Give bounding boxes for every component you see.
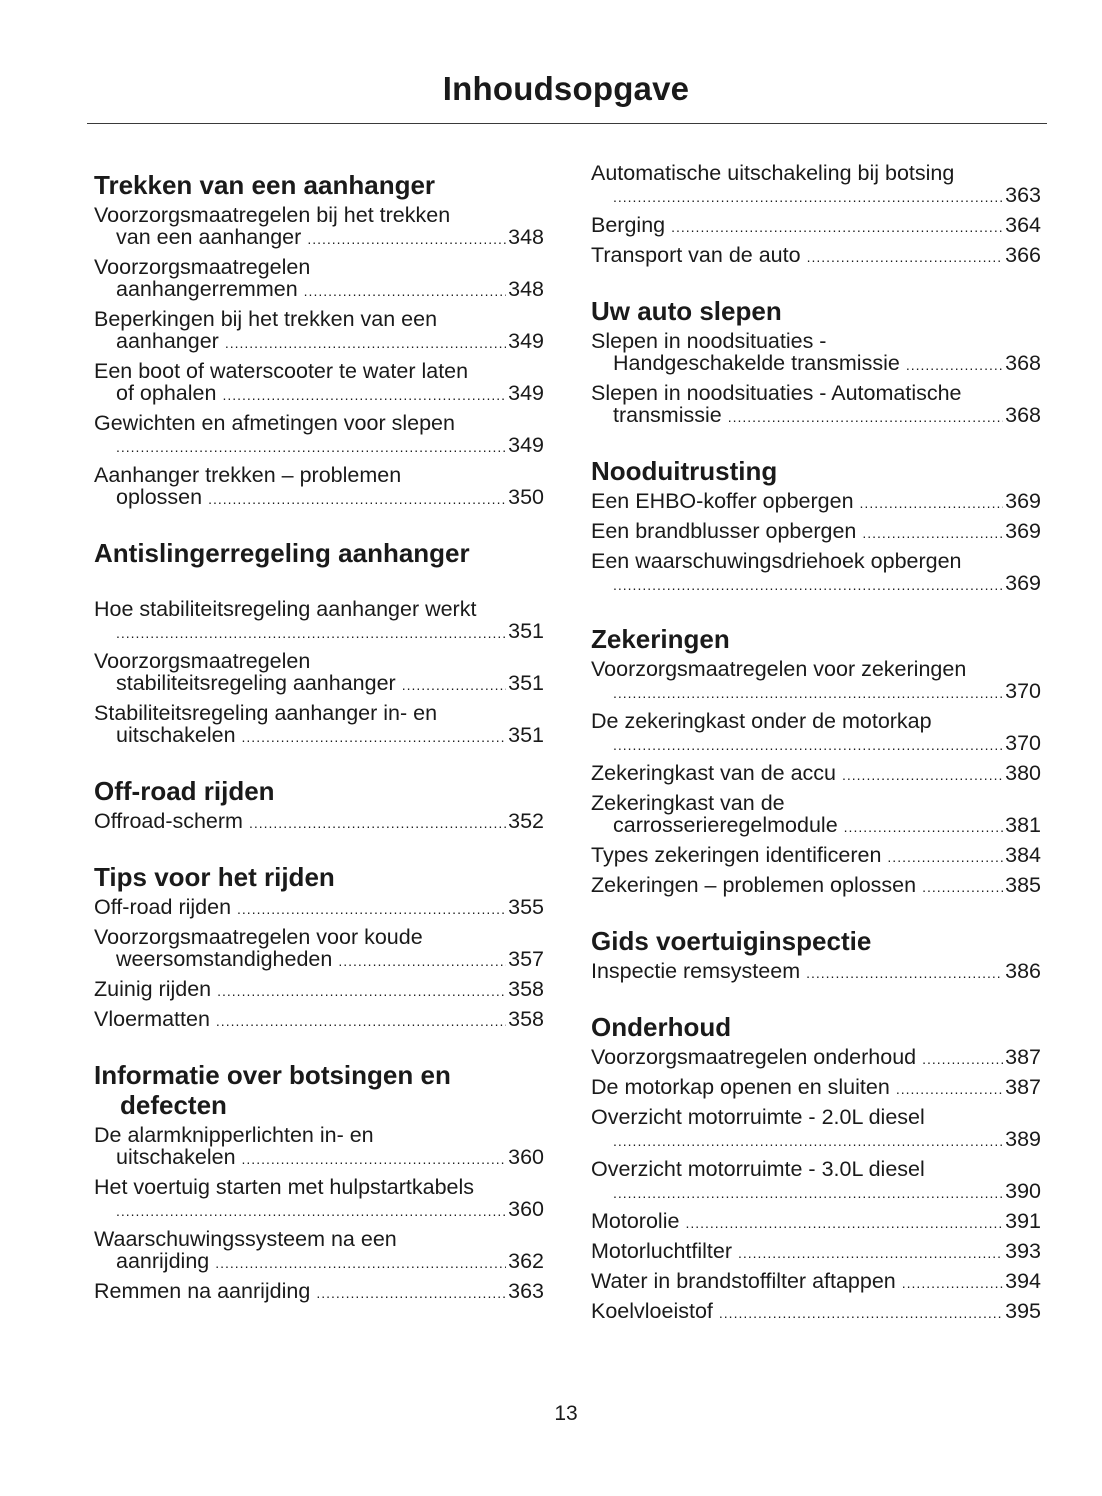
toc-entry-line <box>94 620 544 642</box>
toc-entry-line <box>591 1240 1041 1262</box>
toc-entry[interactable] <box>591 960 1041 982</box>
section-heading-text: Nooduitrusting <box>591 456 778 486</box>
toc-section <box>591 284 1041 426</box>
toc-page-number: 349 <box>508 381 544 405</box>
leader-dots <box>242 1150 507 1168</box>
toc-entry-title: Zekeringen – problemen oplossen <box>591 873 917 897</box>
toc-entry[interactable] <box>591 1240 1041 1262</box>
section-heading <box>591 284 1041 326</box>
toc-entry-title: Motorluchtfilter <box>591 1239 732 1263</box>
toc-entry-title: Zuinig rijden <box>94 977 212 1001</box>
leader-dots <box>613 1132 1003 1150</box>
toc-entry-title-continued: uitschakelen <box>116 1145 236 1169</box>
toc-entry-title: Aanhanger trekken – problemen <box>94 463 402 487</box>
toc-entry-title: Zekeringkast van de <box>591 791 785 815</box>
toc-entry-line <box>94 1250 544 1272</box>
toc-section <box>591 612 1041 896</box>
toc-entry[interactable] <box>94 464 544 508</box>
toc-entry-line <box>591 352 1041 374</box>
toc-entry-title: Een EHBO-koffer opbergen <box>591 489 854 513</box>
toc-entry-title-continued: oplossen <box>116 485 203 509</box>
toc-entry[interactable] <box>94 308 544 352</box>
toc-page-number: 369 <box>1005 519 1041 543</box>
toc-entry-title: Remmen na aanrijding <box>94 1279 311 1303</box>
toc-section <box>591 444 1041 594</box>
toc-entry[interactable] <box>94 1124 544 1168</box>
toc-page-number: 384 <box>1005 843 1041 867</box>
toc-continued-entries <box>591 162 1041 266</box>
toc-page-number: 363 <box>508 1279 544 1303</box>
toc-entry[interactable] <box>94 360 544 404</box>
toc-entry-line <box>591 814 1041 836</box>
toc-page-number: 352 <box>508 809 544 833</box>
toc-entry[interactable] <box>591 162 1041 206</box>
leader-dots <box>902 1274 1003 1292</box>
leader-dots <box>906 356 1003 374</box>
toc-entry[interactable] <box>94 926 544 970</box>
toc-entry-line <box>591 1076 1041 1098</box>
toc-entry-title-continued: aanhanger <box>116 329 219 353</box>
toc-entry-line <box>591 844 1041 866</box>
leader-dots <box>685 1214 1003 1232</box>
toc-entry-line <box>94 330 544 352</box>
leader-dots <box>304 282 506 300</box>
leader-dots <box>613 736 1003 754</box>
leader-dots <box>116 438 506 456</box>
toc-entry-title: Voorzorgsmaatregelen voor koude <box>94 925 423 949</box>
toc-entry[interactable] <box>94 1008 544 1030</box>
toc-entry[interactable] <box>591 244 1041 266</box>
toc-page-number: 351 <box>508 619 544 643</box>
leader-dots <box>613 1184 1003 1202</box>
leader-dots <box>728 408 1003 426</box>
toc-entry-line <box>591 490 1041 512</box>
toc-entry[interactable] <box>591 874 1041 896</box>
leader-dots <box>862 524 1003 542</box>
toc-page-number: 355 <box>508 895 544 919</box>
toc-entry[interactable] <box>591 490 1041 512</box>
leader-dots <box>225 334 506 352</box>
leader-dots <box>217 982 506 1000</box>
toc-entry-line <box>94 724 544 746</box>
toc-page-number: 368 <box>1005 403 1041 427</box>
section-heading <box>94 158 544 200</box>
toc-page-number: 360 <box>508 1145 544 1169</box>
toc-section <box>94 158 544 508</box>
toc-page-number: 348 <box>508 225 544 249</box>
toc-page-number: 364 <box>1005 213 1041 237</box>
toc-left-column <box>94 158 544 1320</box>
toc-entry-line <box>591 1180 1041 1202</box>
toc-entry-line <box>94 896 544 918</box>
toc-right-column <box>591 162 1041 1340</box>
toc-entry-title: Voorzorgsmaatregelen <box>94 649 311 673</box>
toc-page-number: 394 <box>1005 1269 1041 1293</box>
toc-entry[interactable] <box>94 1176 544 1220</box>
toc-entry[interactable] <box>94 650 544 694</box>
toc-entry[interactable] <box>591 710 1041 754</box>
section-heading-text: Informatie over botsingen en <box>94 1060 451 1090</box>
toc-entry-title: Het voertuig starten met hulpstartkabels <box>94 1175 475 1199</box>
toc-page-number: 385 <box>1005 873 1041 897</box>
toc-entry[interactable] <box>94 256 544 300</box>
toc-page-number: 369 <box>1005 571 1041 595</box>
toc-page-number: 381 <box>1005 813 1041 837</box>
toc-entry[interactable] <box>94 412 544 456</box>
toc-entry-title-continued: of ophalen <box>116 381 217 405</box>
toc-entry-title: Vloermatten <box>94 1007 210 1031</box>
leader-dots <box>842 766 1003 784</box>
leader-dots <box>844 818 1003 836</box>
section-heading <box>591 1000 1041 1042</box>
toc-page-number: 380 <box>1005 761 1041 785</box>
toc-page-number: 390 <box>1005 1179 1041 1203</box>
toc-entry-line <box>591 732 1041 754</box>
toc-entry-line <box>591 184 1041 206</box>
toc-page-number: 351 <box>508 723 544 747</box>
toc-entry-title: Motorolie <box>591 1209 680 1233</box>
toc-entry-title-continued: uitschakelen <box>116 723 236 747</box>
toc-entry[interactable] <box>591 1158 1041 1202</box>
toc-entry-title: Voorzorgsmaatregelen onderhoud <box>591 1045 917 1069</box>
toc-entry-title-continued: van een aanhanger <box>116 225 302 249</box>
section-heading-continued: defecten <box>120 1090 227 1120</box>
toc-entry-title-continued: Handgeschakelde transmissie <box>613 351 900 375</box>
leader-dots <box>237 900 506 918</box>
leader-dots <box>242 728 507 746</box>
toc-entry-line <box>94 810 544 832</box>
toc-entry-title: Een brandblusser opbergen <box>591 519 857 543</box>
toc-entry-title: De zekeringkast onder de motorkap <box>591 709 932 733</box>
toc-entry[interactable] <box>591 1106 1041 1150</box>
toc-page-number: 363 <box>1005 183 1041 207</box>
leader-dots <box>807 248 1004 266</box>
toc-section <box>94 850 544 1030</box>
leader-dots <box>316 1284 506 1302</box>
leader-dots <box>896 1080 1003 1098</box>
toc-page-number: 351 <box>508 671 544 695</box>
toc-entry[interactable] <box>94 810 544 832</box>
toc-entry-line <box>591 1270 1041 1292</box>
toc-entry-line <box>94 434 544 456</box>
toc-entry[interactable] <box>591 792 1041 836</box>
toc-section <box>94 764 544 832</box>
toc-entry-title: Stabiliteitsregeling aanhanger in- en <box>94 701 438 725</box>
section-heading-text: Tips voor het rijden <box>94 862 335 892</box>
leader-dots <box>887 848 1003 866</box>
toc-entry-title-continued: aanrijding <box>116 1249 210 1273</box>
toc-page-number: 370 <box>1005 679 1041 703</box>
toc-entry-line <box>591 762 1041 784</box>
toc-entry-line <box>591 214 1041 236</box>
toc-entry[interactable] <box>591 330 1041 374</box>
toc-page-number: 360 <box>508 1197 544 1221</box>
toc-entry-title: Inspectie remsysteem <box>591 959 801 983</box>
title-divider <box>87 123 1047 124</box>
toc-entry-line <box>94 278 544 300</box>
toc-entry-line <box>94 948 544 970</box>
section-heading <box>94 526 544 568</box>
leader-dots <box>613 576 1003 594</box>
toc-entry-title: Slepen in noodsituaties - <box>591 329 827 353</box>
toc-section <box>94 1048 544 1302</box>
toc-entry-line <box>591 244 1041 266</box>
toc-entry[interactable] <box>94 702 544 746</box>
leader-dots <box>922 1050 1003 1068</box>
toc-entry-title: Voorzorgsmaatregelen voor zekeringen <box>591 657 967 681</box>
section-heading <box>94 1048 544 1120</box>
toc-entry[interactable] <box>94 978 544 1000</box>
toc-entry-title: Voorzorgsmaatregelen <box>94 255 311 279</box>
toc-entry-title-continued: aanhangerremmen <box>116 277 298 301</box>
leader-dots <box>116 624 506 642</box>
toc-entry-title: Voorzorgsmaatregelen bij het trekken <box>94 203 451 227</box>
leader-dots <box>738 1244 1003 1262</box>
toc-entry-title: Transport van de auto <box>591 243 801 267</box>
toc-entry-line <box>94 1198 544 1220</box>
toc-entry-line <box>94 382 544 404</box>
toc-entry-line <box>591 680 1041 702</box>
leader-dots <box>860 494 1004 512</box>
toc-entry[interactable] <box>94 204 544 248</box>
toc-entry-line <box>591 572 1041 594</box>
leader-dots <box>613 684 1003 702</box>
toc-entry-title: Een waarschuwingsdriehoek opbergen <box>591 549 962 573</box>
toc-entry-title: Automatische uitschakeling bij botsing <box>591 161 955 185</box>
toc-entry-line <box>94 978 544 1000</box>
leader-dots <box>216 1012 506 1030</box>
toc-entry-title: Koelvloeistof <box>591 1299 713 1323</box>
toc-page-number: 386 <box>1005 959 1041 983</box>
toc-entry-title: Water in brandstoffilter aftappen <box>591 1269 896 1293</box>
toc-entry-title: Berging <box>591 213 666 237</box>
section-heading <box>94 764 544 806</box>
toc-entry-line <box>591 520 1041 542</box>
toc-page-number: 395 <box>1005 1299 1041 1323</box>
toc-entry-title: Offroad-scherm <box>94 809 243 833</box>
toc-entry-line <box>94 226 544 248</box>
toc-entry[interactable] <box>94 1228 544 1272</box>
section-heading-text: Uw auto slepen <box>591 296 782 326</box>
toc-entry-title-continued: weersomstandigheden <box>116 947 333 971</box>
toc-entry-title: Off-road rijden <box>94 895 232 919</box>
toc-entry-line <box>591 1046 1041 1068</box>
toc-page-number: 391 <box>1005 1209 1041 1233</box>
toc-entry-title-continued: stabiliteitsregeling aanhanger <box>116 671 396 695</box>
leader-dots <box>671 218 1003 236</box>
toc-entry[interactable] <box>591 1270 1041 1292</box>
toc-entry-line <box>94 1008 544 1030</box>
toc-entry-title: Waarschuwingssysteem na een <box>94 1227 397 1251</box>
leader-dots <box>307 230 506 248</box>
toc-page-number: 349 <box>508 433 544 457</box>
toc-entry[interactable] <box>591 1076 1041 1098</box>
toc-page-number: 389 <box>1005 1127 1041 1151</box>
toc-page-number: 393 <box>1005 1239 1041 1263</box>
toc-entry[interactable] <box>591 658 1041 702</box>
toc-entry-line <box>94 1280 544 1302</box>
toc-entry-line <box>94 1146 544 1168</box>
leader-dots <box>806 964 1003 982</box>
toc-entry-title: Beperkingen bij het trekken van een <box>94 307 438 331</box>
toc-page-number: 350 <box>508 485 544 509</box>
page-title: Inhoudsopgave <box>442 70 690 107</box>
toc-page-number: 369 <box>1005 489 1041 513</box>
toc-entry-title: Een boot of waterscooter te water laten <box>94 359 469 383</box>
leader-dots <box>208 490 506 508</box>
toc-page-number: 358 <box>508 977 544 1001</box>
toc-page-number: 362 <box>508 1249 544 1273</box>
toc-entry-line <box>591 960 1041 982</box>
toc-page-number: 348 <box>508 277 544 301</box>
toc-entry-title: Overzicht motorruimte - 2.0L diesel <box>591 1105 925 1129</box>
toc-entry[interactable] <box>591 1210 1041 1232</box>
section-heading-text: Trekken van een aanhanger <box>94 170 436 200</box>
section-heading <box>591 612 1041 654</box>
toc-entry-title: Slepen in noodsituaties - Automatische <box>591 381 962 405</box>
toc-entry-line <box>591 1300 1041 1322</box>
toc-page-number: 349 <box>508 329 544 353</box>
section-heading-text: Antislingerregeling aanhanger <box>94 538 470 568</box>
toc-page-number: 387 <box>1005 1075 1041 1099</box>
toc-entry-line <box>591 1210 1041 1232</box>
toc-entry[interactable] <box>591 1046 1041 1068</box>
toc-entry[interactable] <box>94 1280 544 1302</box>
toc-entry[interactable] <box>591 214 1041 236</box>
section-heading-text: Gids voertuiginspectie <box>591 926 872 956</box>
toc-entry-title: Gewichten en afmetingen voor slepen <box>94 411 455 435</box>
toc-entry[interactable] <box>94 896 544 918</box>
toc-entry-title: Hoe stabiliteitsregeling aanhanger werkt <box>94 597 477 621</box>
page-number: 13 <box>554 1402 578 1425</box>
toc-page-number: 368 <box>1005 351 1041 375</box>
toc-entry[interactable] <box>591 1300 1041 1322</box>
section-heading <box>591 444 1041 486</box>
toc-entry-title-continued: carrosserieregelmodule <box>613 813 838 837</box>
leader-dots <box>719 1304 1003 1322</box>
section-heading <box>94 850 544 892</box>
toc-entry-title: Types zekeringen identificeren <box>591 843 882 867</box>
toc-section <box>94 526 544 746</box>
toc-entry-line <box>591 1128 1041 1150</box>
toc-entry-title: De alarmknipperlichten in- en <box>94 1123 374 1147</box>
toc-entry[interactable] <box>591 844 1041 866</box>
toc-entry-title: De motorkap openen en sluiten <box>591 1075 890 1099</box>
toc-page-number: 357 <box>508 947 544 971</box>
section-heading-text: Zekeringen <box>591 624 730 654</box>
toc-page-number: 370 <box>1005 731 1041 755</box>
toc-entry-line <box>591 874 1041 896</box>
leader-dots <box>116 1202 506 1220</box>
toc-entry-title: Zekeringkast van de accu <box>591 761 836 785</box>
toc-entry-line <box>591 404 1041 426</box>
toc-section <box>591 914 1041 982</box>
toc-entry-line <box>94 672 544 694</box>
section-heading <box>591 914 1041 956</box>
leader-dots <box>338 952 506 970</box>
toc-page-number: 366 <box>1005 243 1041 267</box>
toc-entry-line <box>94 486 544 508</box>
toc-entry-title-continued: transmissie <box>613 403 722 427</box>
toc-entry[interactable] <box>591 520 1041 542</box>
toc-entry[interactable] <box>591 550 1041 594</box>
toc-entry[interactable] <box>591 762 1041 784</box>
section-heading-text: Onderhoud <box>591 1012 732 1042</box>
leader-dots <box>402 676 506 694</box>
section-heading-text: Off-road rijden <box>94 776 275 806</box>
toc-page-number: 358 <box>508 1007 544 1031</box>
toc-entry[interactable] <box>591 382 1041 426</box>
leader-dots <box>249 814 506 832</box>
toc-section <box>591 1000 1041 1322</box>
leader-dots <box>613 188 1003 206</box>
toc-entry[interactable] <box>94 598 544 642</box>
leader-dots <box>215 1254 506 1272</box>
leader-dots <box>922 878 1003 896</box>
leader-dots <box>222 386 506 404</box>
toc-entry-title: Overzicht motorruimte - 3.0L diesel <box>591 1157 925 1181</box>
toc-page-number: 387 <box>1005 1045 1041 1069</box>
